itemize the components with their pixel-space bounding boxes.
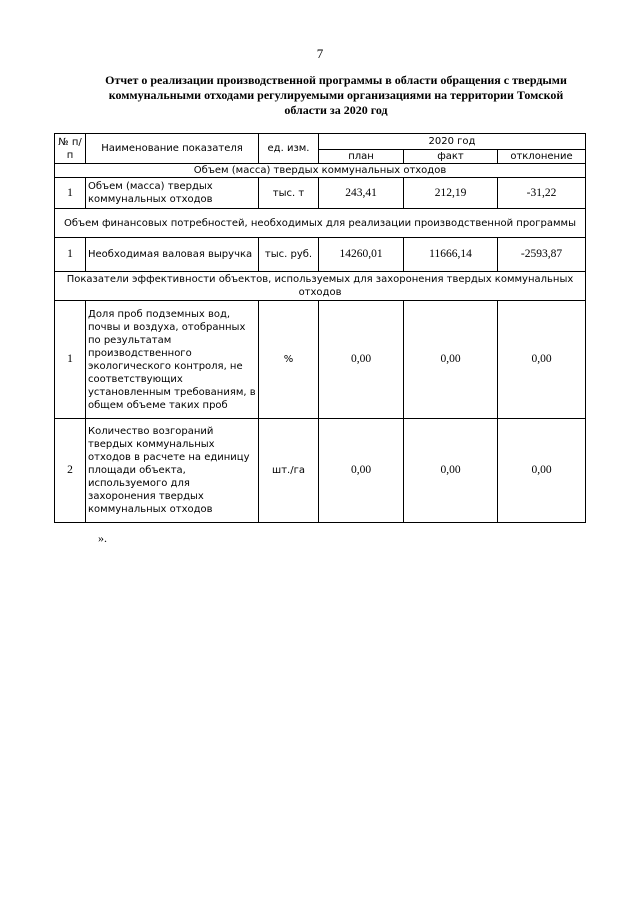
table-row	[55, 419, 586, 523]
section-row	[55, 209, 586, 238]
row-plan: 0,00	[319, 419, 404, 523]
row-num: 1	[55, 178, 86, 209]
row-name: Необходимая валовая выручка	[86, 238, 259, 272]
section-title: Объем (масса) твердых коммунальных отходов	[55, 164, 586, 178]
row-plan: 14260,01	[319, 238, 404, 272]
row-plan: 243,41	[319, 178, 404, 209]
row-deviation: -2593,87	[498, 238, 586, 272]
section-title: Объем финансовых потребностей, необходимых для реализации производственной программы	[55, 209, 586, 238]
row-name: Количество возгораний твердых коммунальных отходов в расчете на единицу площади объекта, используемого для захоронения твердых коммунальных отходов	[86, 419, 259, 523]
row-unit: тыс. руб.	[259, 238, 319, 272]
row-name: Доля проб подземных вод, почвы и воздуха, отобранных по результатам производственного экологического контроля, не соответствующих установленным требованиям, в общем объеме таких проб	[86, 301, 259, 419]
row-plan: 0,00	[319, 301, 404, 419]
row-num: 1	[55, 301, 86, 419]
row-fact: 212,19	[404, 178, 498, 209]
section-title: Показатели эффективности объектов, используемых для захоронения твердых коммунальных отходов	[55, 272, 586, 301]
row-fact: 0,00	[404, 301, 498, 419]
row-unit: шт./га	[259, 419, 319, 523]
report-title: Отчет о реализации производственной программы в области обращения с твердыми коммунальными отходами регулируемыми организациями на территории Томской области за 2020 год	[105, 73, 567, 117]
report-table	[54, 133, 586, 523]
row-deviation: 0,00	[498, 419, 586, 523]
row-unit: %	[259, 301, 319, 419]
row-fact: 11666,14	[404, 238, 498, 272]
row-deviation: -31,22	[498, 178, 586, 209]
row-name: Объем (масса) твердых коммунальных отходов	[86, 178, 259, 209]
header-year: 2020 год	[319, 134, 586, 150]
page-number: 7	[316, 46, 324, 61]
row-unit: тыс. т	[259, 178, 319, 209]
table-header-row	[55, 134, 586, 150]
row-fact: 0,00	[404, 419, 498, 523]
header-num: № п/п	[55, 134, 86, 164]
table-row	[55, 178, 586, 209]
header-plan: план	[319, 150, 404, 164]
header-fact: факт	[404, 150, 498, 164]
table-row	[55, 301, 586, 419]
section-row	[55, 164, 586, 178]
header-deviation: отклонение	[498, 150, 586, 164]
table-row	[55, 238, 586, 272]
closing-quote: ».	[98, 531, 107, 545]
header-name: Наименование показателя	[86, 134, 259, 164]
row-num: 1	[55, 238, 86, 272]
row-num: 2	[55, 419, 86, 523]
row-deviation: 0,00	[498, 301, 586, 419]
header-unit: ед. изм.	[259, 134, 319, 164]
section-row	[55, 272, 586, 301]
